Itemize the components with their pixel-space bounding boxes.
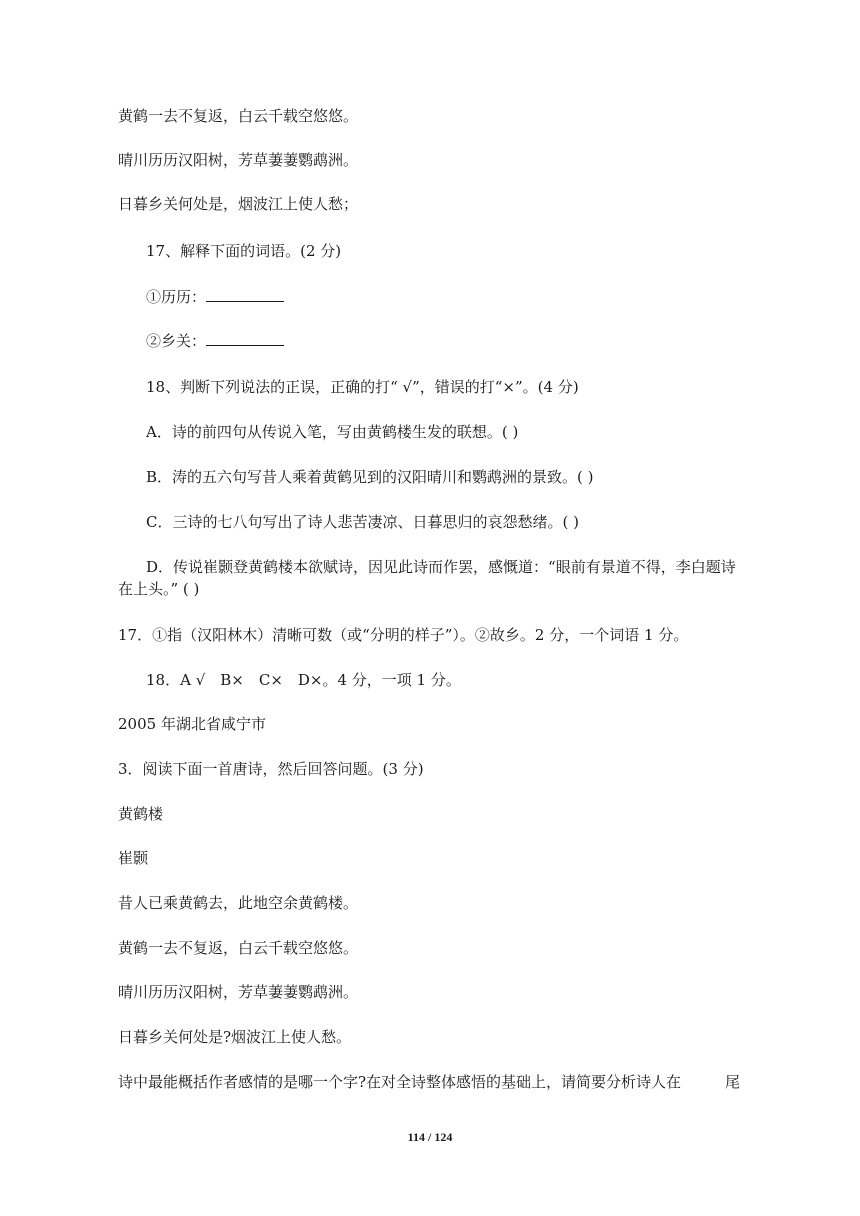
page-number: 114 / 124 bbox=[407, 1130, 453, 1144]
poem2-line-4: 日暮乡关何处是?烟波江上使人愁。 bbox=[118, 1028, 352, 1046]
question-18-option-d-line-2: 在上头。” ( ) bbox=[118, 580, 200, 598]
question-3-prompt-tail: 尾 bbox=[724, 1073, 740, 1091]
question-18-option-c: C．三诗的七八句写出了诗人悲苦凄凉、日暮思归的哀怨愁绪。( ) bbox=[146, 513, 579, 531]
question-18-option-a: A．诗的前四句从传说入笔，写由黄鹤楼生发的联想。( ) bbox=[146, 423, 519, 441]
answer-17: 17．①指（汉阳林木）清晰可数（或“分明的样子”）。②故乡。2 分，一个词语 1 分。 bbox=[118, 626, 689, 644]
question-3-prompt-text: 诗中最能概括作者感情的是哪一个字?在对全诗整体感悟的基础上，请简要分析诗人在 bbox=[118, 1073, 682, 1091]
poem-line-2: 黄鹤一去不复返，白云千载空悠悠。 bbox=[118, 107, 359, 125]
answer-18: 18．A √ B× C× D×。4 分，一项 1 分。 bbox=[146, 671, 461, 689]
question-17-item-1-label: ①历历： bbox=[146, 288, 207, 306]
source-heading: 2005 年湖北省咸宁市 bbox=[118, 715, 266, 733]
question-18-option-b: B．涛的五六句写昔人乘着黄鹤见到的汉阳晴川和鹦鹉洲的景致。( ) bbox=[146, 468, 594, 486]
poem-author: 崔颢 bbox=[118, 849, 149, 867]
poem2-line-3: 晴川历历汉阳树，芳草萋萋鹦鹉洲。 bbox=[118, 983, 359, 1001]
answer-blank-1[interactable] bbox=[206, 287, 284, 302]
poem-line-4: 日暮乡关何处是，烟波江上使人愁； bbox=[118, 195, 359, 213]
question-18-option-d-line-1: D．传说崔颢登黄鹤楼本欲赋诗，因见此诗而作罢，感慨道：“眼前有景道不得，李白题诗 bbox=[146, 558, 736, 576]
poem-line-3: 晴川历历汉阳树，芳草萋萋鹦鹉洲。 bbox=[118, 151, 359, 169]
question-3: 3．阅读下面一首唐诗，然后回答问题。(3 分) bbox=[118, 760, 424, 778]
question-18: 18、判断下列说法的正误，正确的打“ √”，错误的打“×”。(4 分) bbox=[146, 378, 579, 396]
poem2-line-2: 黄鹤一去不复返，白云千载空悠悠。 bbox=[118, 939, 359, 957]
question-17: 17、解释下面的词语。(2 分) bbox=[146, 242, 342, 260]
poem2-line-1: 昔人已乘黄鹤去，此地空余黄鹤楼。 bbox=[118, 894, 359, 912]
answer-blank-2[interactable] bbox=[206, 331, 284, 346]
question-17-item-2 bbox=[146, 330, 284, 352]
question-17-item-2-label: ②乡关： bbox=[146, 332, 207, 350]
question-3-prompt bbox=[118, 1071, 740, 1093]
poem-title: 黄鹤楼 bbox=[118, 805, 164, 823]
question-17-item-1 bbox=[146, 286, 284, 308]
